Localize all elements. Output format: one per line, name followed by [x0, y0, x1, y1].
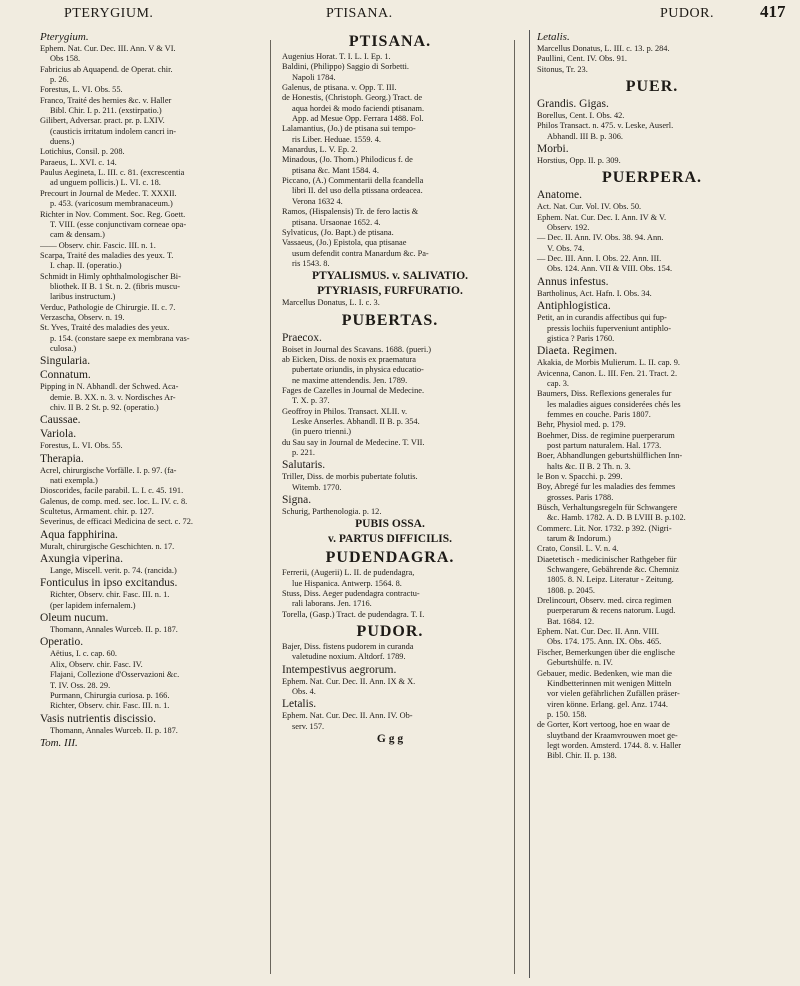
text-line: Bibl. Chir. I. p. 211. (exstirpatio.) [50, 106, 162, 116]
text-line: 1808. p. 2045. [547, 585, 595, 595]
text-line: Thomann, Annales Wurceb. II. p. 187. [50, 625, 178, 635]
text-line: —— Observ. chir. Fascic. III. n. 1. [40, 240, 156, 250]
text-line: PUBIS OSSA. [355, 518, 425, 531]
text-line: halts &c. II B. 2 Th. n. 3. [547, 461, 631, 471]
text-line: femmes en couche. Paris 1807. [547, 409, 651, 419]
text-line: ad unguem pollicis.) L. VI. c. 18. [50, 178, 161, 188]
text-line: Muralt, chirurgische Geschichten. n. 17. [40, 541, 175, 551]
text-line: Bajer, Diss. fistens pudorem in curanda [282, 642, 414, 652]
text-line: Drelincourt, Observ. med. circa regimen [537, 596, 672, 606]
text-line: ris Liber. Heduae. 1559. 4. [292, 134, 381, 144]
text-line: Crato, Consil. L. V. n. 4. [537, 544, 619, 554]
text-line: valetudine noxium. Altdorf. 1789. [292, 652, 406, 662]
text-line: Schwangere, Gebährende &c. Chemniz [547, 565, 679, 575]
text-line: Schurig, Parthenologia. p. 12. [282, 507, 382, 517]
text-line: Geoffroy in Philos. Transact. XLII. v. [282, 406, 408, 416]
subheading: Operatio. [40, 636, 84, 649]
text-line: Philos Transact. n. 475. v. Leske, Auserl. [537, 121, 674, 131]
subheading: Caussae. [40, 414, 81, 427]
text-line: Gebauer, medic. Bedenken, wie man die [537, 668, 672, 678]
text-line: Avicenna, Canon. L. III. Fen. 21. Tract. 2. [537, 368, 678, 378]
text-line: Marcellus Donatus, L. III. c. 13. p. 284. [537, 44, 670, 53]
text-line: Stuss, Diss. Aeger pudendagra contractu- [282, 589, 420, 599]
text-line: Richter, Observ. chir. Fasc. III. n. 1. [50, 590, 170, 600]
text-line: Lange, Miscell. verit. p. 74. (rancida.) [50, 566, 177, 576]
entry-heading: PUDENDAGRA. [325, 549, 455, 567]
text-line: p. 26. [50, 75, 69, 85]
text-line: Minadous, (Jo. Thom.) Philodicus f. de [282, 155, 413, 165]
text-line: pubertate oriundis, in physica educatio- [292, 365, 424, 375]
text-line: p. 154. (constare saepe ex membrana vas- [50, 333, 190, 343]
text-line: Letalis. [537, 31, 570, 43]
running-head-left: PTERYGIUM. [64, 6, 154, 21]
text-line: I. chap. II. (operatio.) [50, 261, 122, 271]
entry-heading: PUERPERA. [601, 169, 703, 187]
entry-heading: PTISANA. [348, 33, 432, 50]
text-line: Vassaeus, (Jo.) Epistola, qua ptisanae [282, 238, 407, 248]
text-line: Napoli 1784. [292, 72, 336, 82]
text-line: (in puero trienni.) [292, 427, 352, 437]
subheading: Morbi. [537, 143, 569, 156]
text-line: Commerc. Lit. Nor. 1732. p 392. (Nigri- [537, 523, 672, 533]
text-line: Baldini, (Philippo) Saggio di Sorbetti. [282, 62, 410, 72]
text-line: Bibl. Chir. II. p. 138. [547, 751, 617, 761]
text-line: Sitonus, Tr. 23. [537, 64, 588, 74]
text-line: Geburtshülfe. n. IV. [547, 658, 613, 668]
text-line: p. 150. 158. [547, 709, 587, 719]
text-line: App. ad Mesue Opp. Ferrara 1488. Fol. [292, 114, 424, 124]
text-line: Severinus, de efficaci Medicina de sect. c. 72. [40, 517, 193, 527]
running-head-middle: PTISANA. [326, 6, 393, 21]
text-line: Observ. 192. [547, 223, 590, 233]
text-line: pressis lochiis fuperveniunt antiphlo- [547, 323, 671, 333]
text-line: PTYALISMUS. v. SALIVATIO. [311, 270, 469, 283]
text-line: Paraeus, L. XVI. c. 14. [40, 157, 117, 167]
text-line: libri II. del uso della ptissana ordeacea. [292, 186, 423, 196]
subheading: Signa. [282, 494, 312, 507]
text-line: du Sau say in Journal de Medecine. T. VII. [282, 437, 425, 447]
text-line: Büsch, Verhaltungsregeln für Schwangere [537, 503, 678, 512]
text-line: Witemb. 1770. [292, 482, 342, 492]
text-line: Baumers, Diss. Reflexions generales fur [537, 389, 672, 399]
text-line: ris 1543. 8. [292, 258, 330, 268]
text-line: Paullini, Cent. IV. Obs. 91. [537, 54, 628, 64]
text-line: Obs 158. [50, 54, 81, 64]
text-line: v. PARTUS DIFFICILIS. [328, 532, 452, 545]
running-head [0, 0, 800, 30]
text-line: Ephem. Nat. Cur. Dec. II. Ann. IV. Ob- [282, 711, 413, 721]
text-line: Gilibert, Adversar. pract. pr. p. LXIV. [40, 116, 165, 126]
subheading: Praecox. [282, 331, 322, 344]
page-number: 417 [760, 2, 786, 21]
column-middle [282, 30, 498, 978]
text-line: Bartholinus, Act. Hafn. I. Obs. 34. [537, 288, 652, 298]
text-line: demie. B. XX. n. 3. v. Nordisches Ar- [50, 392, 176, 402]
running-head-right: PUDOR. [660, 6, 714, 21]
text-line: V. Obs. 74. [547, 243, 585, 253]
subheading: Anatome. [537, 189, 583, 202]
text-line: Purmann, Chirurgia curiosa. p. 166. [50, 690, 170, 700]
column-left [40, 30, 252, 978]
text-line: ab Eicken, Diss. de noxis ex praematura [282, 354, 416, 364]
text-line: le Bon v. Spacchi. p. 299. [537, 471, 623, 481]
text-line: laribus instructum.) [50, 292, 116, 302]
text-line: 1805. 8. N. Leipz. Literatur - Zeitung. [547, 575, 674, 585]
text-line: Thomann, Annales Wurceb. II. p. 187. [50, 725, 178, 735]
subheading: Therapia. [40, 452, 84, 465]
text-line: Galenus, de ptisana. v. Opp. T. III. [282, 83, 397, 93]
text-line: ptisana &c. Mant 1584. 4. [292, 165, 379, 175]
text-line: — Dec. II. Ann. IV. Obs. 38. 94. Ann. [537, 233, 664, 243]
text-line: Schmidt in Himly ophthalmologischer Bi- [40, 271, 181, 281]
text-line: Richter, Observ. chir. Fasc. III. n. 1. [50, 701, 170, 711]
text-line: Ephem. Nat. Cur. Dec. I. Ann. IV & V. [537, 212, 667, 222]
text-line: Boer, Abhandlungen geburtshülflichen Inn- [537, 451, 683, 461]
subheading: Antiphlogistica. [537, 300, 611, 313]
subheading: Annus infestus. [537, 275, 609, 288]
text-line: gistica ? Paris 1760. [547, 333, 615, 343]
entry-heading: PUBERTAS. [341, 311, 439, 329]
text-line: post partum naturalem. Hal. 1773. [547, 440, 662, 450]
text-line: ne maxime attendendis. Jen. 1789. [292, 375, 408, 385]
text-line: Precourt in Journal de Medec. T. XXXII. [40, 188, 177, 198]
subheading: Connatum. [40, 369, 91, 382]
column-rule-2 [514, 40, 515, 974]
text-line: puerperarum & recens natorum. Lugd. [547, 606, 676, 616]
subheading: Axungia viperina. [40, 553, 124, 566]
text-line: Horstius, Opp. II. p. 309. [537, 156, 621, 166]
text-line: — Dec. III. Ann. I. Obs. 22. Ann. III. [537, 254, 662, 264]
text-line: Pipping in N. Abhandl. der Schwed. Aca- [40, 382, 179, 392]
text-line: vor vielen gefährlichen Zufällen präser- [547, 689, 680, 699]
text-line: T. VIII. (esse conjunctivam corneae opa- [50, 219, 187, 229]
text-line: Franco, Traité des hernies &c. v. Haller [40, 95, 172, 105]
text-line: T. X. p. 37. [292, 396, 330, 406]
subheading: Grandis. Gigas. [537, 98, 609, 111]
text-line: Fabricius ab Aquapend. de Operat. chir. [40, 64, 173, 74]
text-line: Behr, Physiol med. p. 179. [537, 420, 626, 430]
text-line: G g g [376, 733, 404, 746]
subheading: Vasis nutrientis discissio. [40, 712, 156, 725]
text-line: Forestus, L. VI. Obs. 55. [40, 85, 123, 95]
text-line: p. 453. (varicosum membranaceum.) [50, 199, 173, 209]
text-line: Obs. 174. 175. Ann. IX. Obs. 465. [547, 637, 662, 647]
text-line: Bat. 1684. 12. [547, 616, 595, 626]
text-line: viren könne. Erlang. gel. Anz. 1744. [547, 699, 668, 709]
text-line: Flajani, Collezione d'Osservazioni &c. [50, 670, 180, 680]
text-line: Tom. III. [40, 736, 78, 749]
text-line: cap. 3. [547, 378, 570, 388]
subheading: Fonticulus in ipso excitandus. [40, 577, 178, 590]
text-line: Verzascha, Observ. n. 19. [40, 312, 125, 322]
text-line: St. Yves, Traité des maladies des yeux. [40, 323, 170, 333]
text-line: Ephem. Nat. Cur. Dec. II. Ann. IX & X. [282, 676, 416, 686]
text-line: Verduc, Pathologie de Chirurgie. II. c. 7. [40, 302, 176, 312]
text-line: Sylvaticus, (Jo. Bapt.) de ptisana. [282, 227, 394, 237]
column-rule-1 [270, 40, 271, 974]
text-line: (causticis irritatum indolem cancri in- [50, 126, 177, 136]
text-line: chiv. II B. 2 St. p. 92. (operatio.) [50, 403, 159, 412]
text-line: culosa.) [50, 343, 77, 353]
text-line: Alix, Observ. chir. Fasc. IV. [50, 659, 143, 669]
text-line: legt worden. Amsterd. 1744. 8. v. Haller [547, 740, 682, 750]
text-line: Acrel, chirurgische Vorfälle. I. p. 97. (fa- [40, 465, 177, 475]
text-line: les maladies aigues considerées chés les [547, 399, 681, 409]
text-line: Piccano, (A.) Commentarii della fcandella [282, 176, 424, 186]
text-line: Boehmer, Diss. de regimine puerperarum [537, 430, 675, 440]
text-line: (per lapidem infernalem.) [50, 600, 136, 610]
text-line: Boy, Abregé fur les maladies des femmes [537, 482, 676, 492]
text-line: p. 221. [292, 448, 315, 457]
text-line: Torella, (Gasp.) Tract. de pudendagra. T. I. [282, 609, 425, 619]
text-line: Paulus Aegineta, L. III. c. 81. (excrescentia [40, 168, 185, 178]
text-line: Borellus, Cent. I. Obs. 42. [537, 111, 625, 121]
text-line: Scarpa, Traité des maladies des yeux. T. [40, 250, 174, 260]
text-line: lue Hispanica. Antwerp. 1564. 8. [292, 578, 402, 588]
subheading: Diaeta. Regimen. [537, 345, 618, 358]
text-line: Scultetus, Armament. chir. p. 127. [40, 507, 154, 517]
text-line: Leske Anserles. Abhandl. II B. p. 354. [292, 416, 420, 426]
text-line: Lalamantius, (Jo.) de ptisana sui tempo- [282, 124, 416, 134]
entry-heading: PUDOR. [356, 623, 424, 641]
text-line: Ephem. Nat. Cur. Dec. III. Ann. V & VI. [40, 44, 176, 53]
text-line: Abhandl. III B. p. 306. [547, 131, 624, 141]
text-line: Fages de Cazelles in Journal de Medecine. [282, 385, 425, 395]
text-line: Marcellus Donatus, L. I. c. 3. [282, 298, 380, 308]
text-line: tarum & Indorum.) [547, 534, 611, 544]
subheading: Singularia. [40, 355, 91, 368]
text-line: Lotichius, Consil. p. 208. [40, 147, 125, 157]
text-line: Richter in Nov. Comment. Soc. Reg. Goett. [40, 209, 186, 219]
text-line: Diaetetisch - medicinischer Rathgeber für [537, 554, 677, 564]
text-line: Galenus, de comp. med. sec. loc. L. IV. c. 8. [40, 496, 188, 506]
text-line: Ferrerii, (Augerii) L. II. de pudendagra, [282, 568, 415, 578]
text-line: Kindbetterinnen mit wenigen Mitteln [547, 678, 672, 688]
text-line: usum defendit contra Manardum &c. Pa- [292, 248, 429, 258]
text-line: Triller, Diss. de morbis pubertate folutis. [282, 472, 418, 482]
text-line: Act. Nat. Cur. Vol. IV. Obs. 50. [537, 202, 642, 212]
text-line: cam & densam.) [50, 230, 105, 240]
column-right [529, 30, 767, 978]
text-line: Pterygium. [40, 31, 89, 43]
text-line: ptisana. Ursaonae 1652. 4. [292, 217, 381, 227]
text-line: sluytband der Kraamvrouwen moet ge- [547, 730, 678, 740]
subheading: Oleum nucum. [40, 612, 109, 625]
text-line: Dioscorides, facile parabil. L. I. c. 45. 191. [40, 486, 184, 496]
text-line: bliothek. II B. 1 St. n. 2. (fibris muscu- [50, 281, 181, 291]
text-line: PTYRIASIS, FURFURATIO. [317, 284, 463, 297]
text-line: Forestus, L. VI. Obs. 55. [40, 441, 123, 451]
subheading: Aqua fapphirina. [40, 528, 118, 541]
text-line: duens.) [50, 137, 75, 147]
text-line: Ephem. Nat. Cur. Dec. II. Ann. VIII. [537, 627, 659, 637]
subheading: Letalis. [282, 698, 317, 711]
subheading: Salutaris. [282, 459, 326, 472]
text-line: Petit, an in curandis affectibus qui fup- [537, 313, 667, 323]
text-line: Obs. 4. [292, 687, 316, 697]
text-line: nati exempla.) [50, 476, 98, 486]
text-line: &c. Hamb. 1782. A. D. B LVIII B. p.102. [547, 513, 686, 523]
text-line: Verona 1632 4. [292, 196, 343, 206]
text-line: de Gorter, Kort vertoog, hoe en waar de [537, 720, 670, 730]
text-line: Fischer, Bemerkungen über die englische [537, 647, 675, 657]
subheading: Variola. [40, 428, 77, 441]
entry-heading: PUER. [625, 78, 679, 96]
text-line: Akakia, de Morbis Mulierum. L. II. cap. 9. [537, 358, 680, 368]
text-line: T. IV. Oss. 28. 29. [50, 680, 111, 690]
text-line: Manardus, L. V. Ep. 2. [282, 145, 358, 155]
text-line: Boiset in Journal des Scavans. 1688. (pueri.) [282, 344, 432, 354]
text-line: aqua hordei & modo faciendi ptisanam. [292, 103, 425, 113]
text-line: de Honestis, (Christoph. Georg.) Tract. de [282, 93, 423, 103]
text-line: serv. 157. [292, 721, 325, 731]
text-line: Aëtius, I. c. cap. 60. [50, 649, 117, 659]
text-line: Ramos, (Hispalensis) Tr. de fero lactis & [282, 207, 419, 217]
subheading: Intempestivus aegrorum. [282, 663, 397, 676]
text-line: Augenius Horat. T. I. L. I. Ep. 1. [282, 52, 391, 61]
text-line: Obs. 124. Ann. VII & VIII. Obs. 154. [547, 264, 673, 274]
text-line: rali laborans. Jen. 1716. [292, 599, 372, 609]
text-line: grosses. Paris 1788. [547, 492, 614, 502]
